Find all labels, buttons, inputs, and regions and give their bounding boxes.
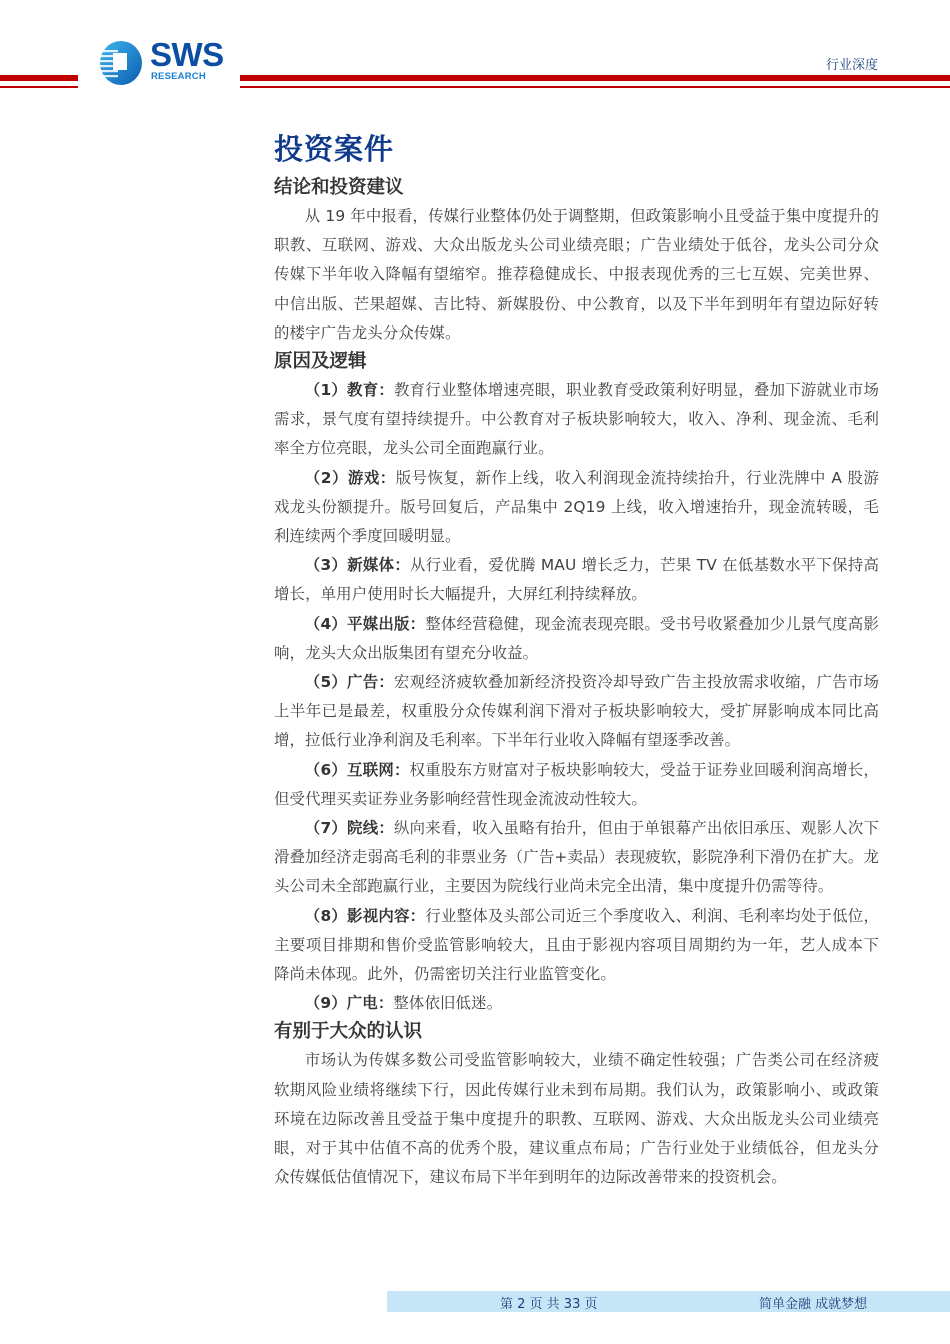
logo-wordmark: SWS	[150, 36, 224, 73]
paragraph-new-media	[274, 551, 879, 609]
page-title: 投资案件	[274, 132, 395, 166]
header-rule-right-thick	[240, 75, 950, 81]
paragraph-text: 版号恢复，新作上线，收入利润现金流持续抬升，行业洗牌中 A 股游戏龙头份额提升。版号回复后，产品集中 2Q19 上线，收入增速抬升，现金流转暖，毛利连续两个季度回暖明显。	[274, 468, 879, 546]
paragraph-text: 从行业看，爱优腾 MAU 增长乏力，芒果 TV 在低基数水平下保持高增长，单用户使用时长大幅提升，大屏红利持续释放。	[274, 556, 879, 604]
paragraph	[274, 202, 879, 348]
paragraph-text: 整体依旧低迷。	[393, 994, 503, 1013]
paragraph-label: （2）游戏：	[304, 468, 396, 487]
header-rule-left-thin	[0, 86, 78, 88]
paragraph-film-content	[274, 902, 879, 990]
section-heading-contrarian-view: 有别于大众的认识	[274, 1021, 423, 1043]
paragraph-text: 纵向来看，收入虽略有抬升，但由于单银幕产出依旧承压、观影人次下滑叠加经济走弱高毛利的非票业务（广告+卖品）表现疲软，影院净利下滑仍在扩大。龙头公司未全部跑赢行业，主要因为院线行业尚未完全出清，集中度提升仍需等待。	[274, 819, 880, 896]
paragraph-label: （3）新媒体：	[304, 556, 411, 575]
paragraph-text: 整体经营稳健，现金流表现亮眼。受书号收紧叠加少儿景气度高影响，龙头大众出版集团有望充分收益。	[274, 614, 879, 662]
paragraph-label: （7）院线：	[304, 819, 395, 838]
paragraph-text: 教育行业整体增速亮眼，职业教育受政策利好明显，叠加下游就业市场需求，景气度有望持续提升。中公教育对子板块影响较大，收入、净利、现金流、毛利率全方位亮眼，龙头公司全面跑赢行业。	[274, 381, 880, 458]
paragraph-text: 宏观经济疲软叠加新经济投资冷却导致广告主投放需求收缩，广告市场上半年已是最差，权重股分众传媒利润下滑对子板块影响较大，受扩屏影响成本同比高增，拉低行业净利润及毛利率。下半年行业收入降幅有望逐季改善。	[274, 673, 880, 750]
paragraph-advertising	[274, 668, 879, 756]
paragraph-text: 权重股东方财富对子板块影响较大，受益于证券业回暖利润高增长，但受代理买卖证券业务影响经营性现金流波动性较大。	[274, 760, 879, 808]
paragraph-label: （9）广电：	[304, 994, 394, 1013]
paragraph	[274, 1046, 879, 1192]
paragraph-text: 市场认为传媒多数公司受监管影响较大，业绩不确定性较强；广告类公司在经济疲软期风险业绩将继续下行，因此传媒行业未到布局期。我们认为，政策影响小、或政策环境在边际改善且受益于集中度提升的职教、互联网、游戏、大众出版龙头公司业绩亮眼，对于其中估值不高的优秀个股，建议重点布局；广告行业处于业绩低谷，但龙头分众传媒低估值情况下，建议布局下半年到明年的边际改善带来的投资机会。	[274, 1051, 879, 1187]
report-type-label: 行业深度	[825, 58, 878, 73]
paragraph-label: （6）互联网：	[304, 760, 410, 779]
paragraph-games	[274, 464, 879, 552]
header-rule-left-thick	[0, 75, 78, 81]
sws-logo-icon	[98, 40, 144, 86]
logo-subtitle: RESEARCH	[151, 71, 206, 82]
header-rule-right-thin	[240, 86, 950, 88]
paragraph-internet	[274, 756, 879, 814]
paragraph-label: （1）教育：	[304, 381, 395, 400]
document-body	[274, 128, 879, 1193]
paragraph-broadcasting	[274, 989, 879, 1018]
paragraph-label: （4）平媒出版：	[304, 614, 426, 633]
paragraph-cinemas	[274, 814, 879, 902]
page-indicator: 第 2 页 共 33 页	[500, 1297, 598, 1312]
paragraph-label: （5）广告：	[304, 673, 395, 692]
paragraph-text: 行业整体及头部公司近三个季度收入、利润、毛利率均处于低位，主要项目排期和售价受监管影响较大，且由于影视内容项目周期约为一年，艺人成本下降尚未体现。此外，仍需密切关注行业监管变化。	[274, 906, 879, 984]
paragraph-education	[274, 376, 879, 464]
section-heading-conclusion: 结论和投资建议	[274, 177, 404, 198]
footer-slogan: 简单金融 成就梦想	[759, 1297, 868, 1312]
section-heading-reasons: 原因及逻辑	[274, 351, 367, 373]
paragraph-text: 从 19 年中报看，传媒行业整体仍处于调整期，但政策影响小且受益于集中度提升的职教、互联网、游戏、大众出版龙头公司业绩亮眼；广告业绩处于低谷，龙头公司分众传媒下半年收入降幅有望缩窄。推荐稳健成长、中报表现优秀的三七互娱、完美世界、中信出版、芒果超媒、吉比特、新媒股份、中公教育，以及下半年到明年有望边际好转的楼宇广告龙头分众传媒。	[274, 207, 879, 342]
page-footer	[387, 1291, 950, 1312]
paragraph-print-publishing	[274, 610, 879, 668]
paragraph-label: （8）影视内容：	[304, 906, 426, 925]
sws-logo	[98, 38, 228, 90]
